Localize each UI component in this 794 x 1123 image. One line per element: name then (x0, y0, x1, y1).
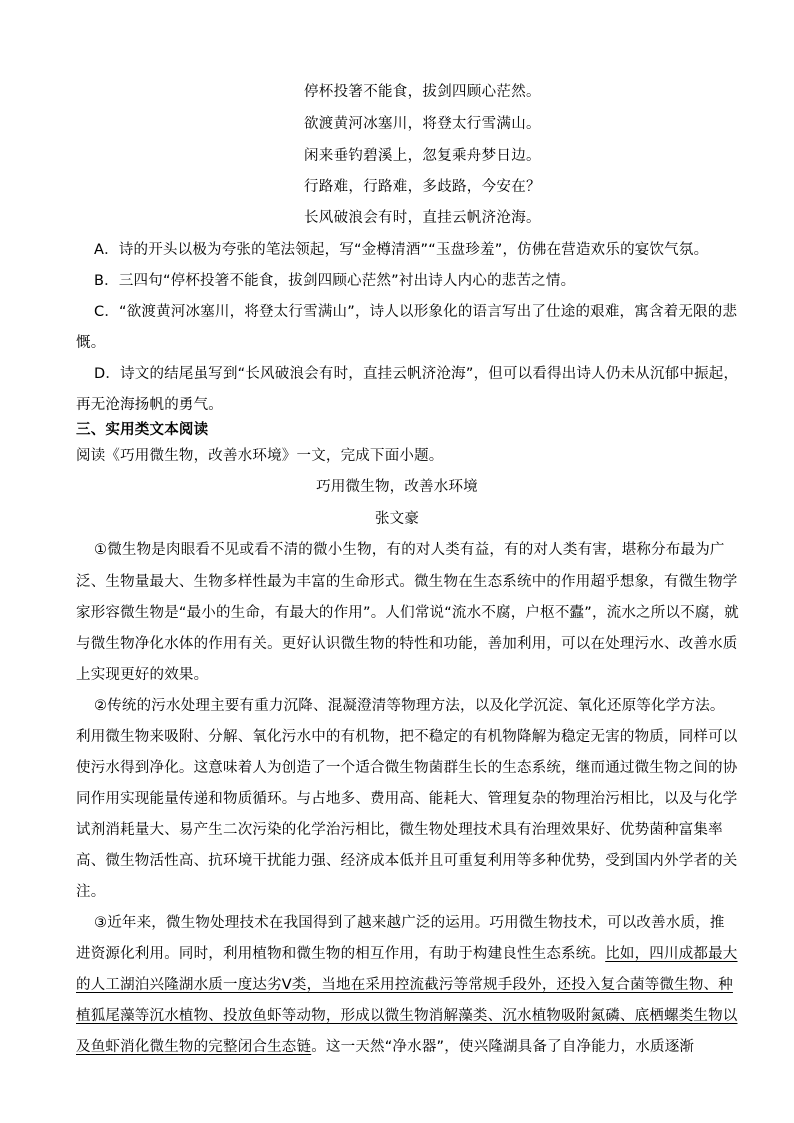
option-d-line1: D．诗文的结尾虽写到“长风破浪会有时，直挂云帆济沧海”，但可以看得出诗人仍未从沉郁中振起， (94, 366, 739, 382)
paragraph-1-line: 与微生物净化水体的作用有关。更好认识微生物的特性和功能，善加利用，可以在处理污水、改善水质 (76, 636, 738, 652)
poem-line: 闲来垂钓碧溪上，忽复乘舟梦日边。 (304, 148, 541, 164)
paragraph-2-line: 注。 (76, 884, 106, 900)
underlined-text: 及鱼虾消化微生物的完整闭合生态链 (76, 1039, 312, 1055)
paragraph-2-line: ②传统的污水处理主要有重力沉降、混凝澄清等物理方法，以及化学沉淀、氧化还原等化学方法。 (94, 698, 725, 714)
option-d-line2: 再无沧海扬帆的勇气。 (76, 397, 223, 413)
underlined-text: 比如，四川成都最大 (605, 946, 738, 962)
option-b: B．三四句“停杯投箸不能食，拔剑四顾心茫然”衬出诗人内心的悲苦之情。 (94, 273, 576, 289)
paragraph-2-line: 利用微生物来吸附、分解、氧化污水中的有机物，把不稳定的有机物降解为稳定无害的物质，同样可以 (76, 729, 738, 745)
option-a: A．诗的开头以极为夸张的笔法领起，写“金樽清酒”“玉盘珍羞”，仿佛在营造欢乐的宴饮气氛。 (94, 242, 709, 258)
paragraph-2-line: 使污水得到净化。这意味着人为创造了一个适合微生物菌群生长的生态系统，继而通过微生物之间的协 (76, 760, 738, 776)
poem-line: 长风破浪会有时，直挂云帆济沧海。 (304, 210, 541, 226)
paragraph-2-line: 高、微生物活性高、抗环境干扰能力强、经济成本低并且可重复利用等多种优势，受到国内外学者的关 (76, 853, 738, 869)
poem-line: 欲渡黄河冰塞川，将登太行雪满山。 (304, 116, 541, 132)
underlined-text: 的人工湖泊兴隆湖水质一度达劣Ⅴ类，当地在采用控流截污等常规手段外，还投入复合菌等微生物、种 (76, 977, 733, 993)
section-instruction: 阅读《巧用微生物，改善水环境》一文，完成下面小题。 (76, 448, 444, 464)
paragraph-2-line: 试剂消耗量大、易产生二次污染的化学治污相比，微生物处理技术具有治理效果好、优势菌种富集率 (76, 822, 723, 838)
paragraph-3-text: 。这一天然“净水器”，使兴隆湖具备了自净能力，水质逐渐 (311, 1039, 695, 1055)
article-title: 巧用微生物，改善水环境 (316, 479, 478, 495)
poem-line: 行路难，行路难，多歧路，今安在？ (304, 179, 541, 195)
paragraph-1-line: 上实现更好的效果。 (76, 667, 209, 683)
underlined-text: 植狐尾藻等沉水植物、投放鱼虾等动物，形成以微生物消解藻类、沉水植物吸附氮磷、底栖螺类生物以 (76, 1008, 738, 1024)
paragraph-1-line: 泛、生物量最大、生物多样性最为丰富的生命形式。微生物在生态系统中的作用超乎想象，有微生物学 (76, 574, 738, 590)
option-c-line1: C．“欲渡黄河冰塞川，将登太行雪满山”，诗人以形象化的语言写出了仕途的艰难，寓含着无限的悲 (94, 304, 738, 320)
paragraph-3-line: ③近年来，微生物处理技术在我国得到了越来越广泛的运用。巧用微生物技术，可以改善水质，推 (94, 915, 725, 931)
article-author: 张文豪 (374, 511, 420, 527)
option-c-line2: 慨。 (76, 335, 106, 351)
poem-line: 停杯投箸不能食，拔剑四顾心茫然。 (304, 84, 541, 100)
paragraph-3-line (76, 1037, 736, 1057)
paragraph-3-text: 进资源化利用。同时，利用植物和微生物的相互作用，有助于构建良性生态系统。 (76, 946, 606, 962)
paragraph-1-line: ①微生物是肉眼看不见或看不清的微小生物，有的对人类有益，有的对人类有害，堪称分布最为广 (94, 542, 725, 558)
paragraph-3-line (76, 944, 736, 964)
section-heading: 三、实用类文本阅读 (76, 422, 209, 438)
paragraph-1-line: 家形容微生物是“最小的生命，有最大的作用”。人们常说“流水不腐，户枢不蠹”，流水之所以不腐，就 (76, 605, 739, 621)
paragraph-2-line: 同作用实现能量传递和物质循环。与占地多、费用高、能耗大、管理复杂的物理治污相比，以及与化学 (76, 791, 738, 807)
